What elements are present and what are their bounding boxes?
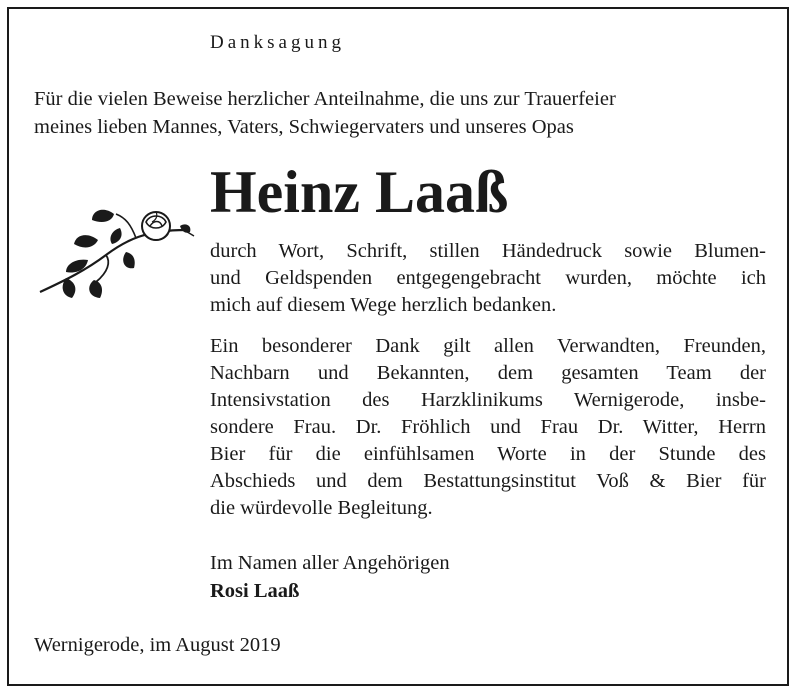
deceased-name: Heinz Laaß: [210, 159, 509, 225]
paragraph2-line-3: Intensivstation des Harzklinikums Wernigerode, insbe-: [210, 389, 766, 411]
paragraph2-line-2: Nachbarn und Bekannten, dem gesamten Team der: [210, 362, 766, 384]
paragraph2-line-5: Bier für die einfühlsamen Worte in der Stunde des: [210, 443, 766, 465]
paragraph1-line-2: und Geldspenden entgegengebracht wurden, möchte ich: [210, 267, 766, 289]
notice-heading: Danksagung: [210, 32, 345, 53]
intro-line-1: Für die vielen Beweise herzlicher Anteilnahme, die uns zur Trauerfeier: [34, 88, 616, 110]
intro-line-2: meines lieben Mannes, Vaters, Schwiegervaters und unseres Opas: [34, 116, 574, 138]
paragraph2-line-1: Ein besonderer Dank gilt allen Verwandten, Freunden,: [210, 335, 766, 357]
rose-icon: [36, 200, 196, 300]
paragraph2-line-4: sondere Frau. Dr. Fröhlich und Frau Dr. Witter, Herrn: [210, 416, 766, 438]
signature-name: Rosi Laaß: [210, 580, 300, 602]
place-date: Wernigerode, im August 2019: [34, 634, 281, 656]
paragraph2-line-7: die würdevolle Begleitung.: [210, 497, 433, 519]
paragraph1-line-3: mich auf diesem Wege herzlich bedanken.: [210, 294, 557, 316]
signature-line: Im Namen aller Angehörigen: [210, 552, 450, 574]
paragraph2-line-6: Abschieds und dem Bestattungsinstitut Voß & Bier für: [210, 470, 766, 492]
paragraph1-line-1: durch Wort, Schrift, stillen Händedruck sowie Blumen-: [210, 240, 766, 262]
